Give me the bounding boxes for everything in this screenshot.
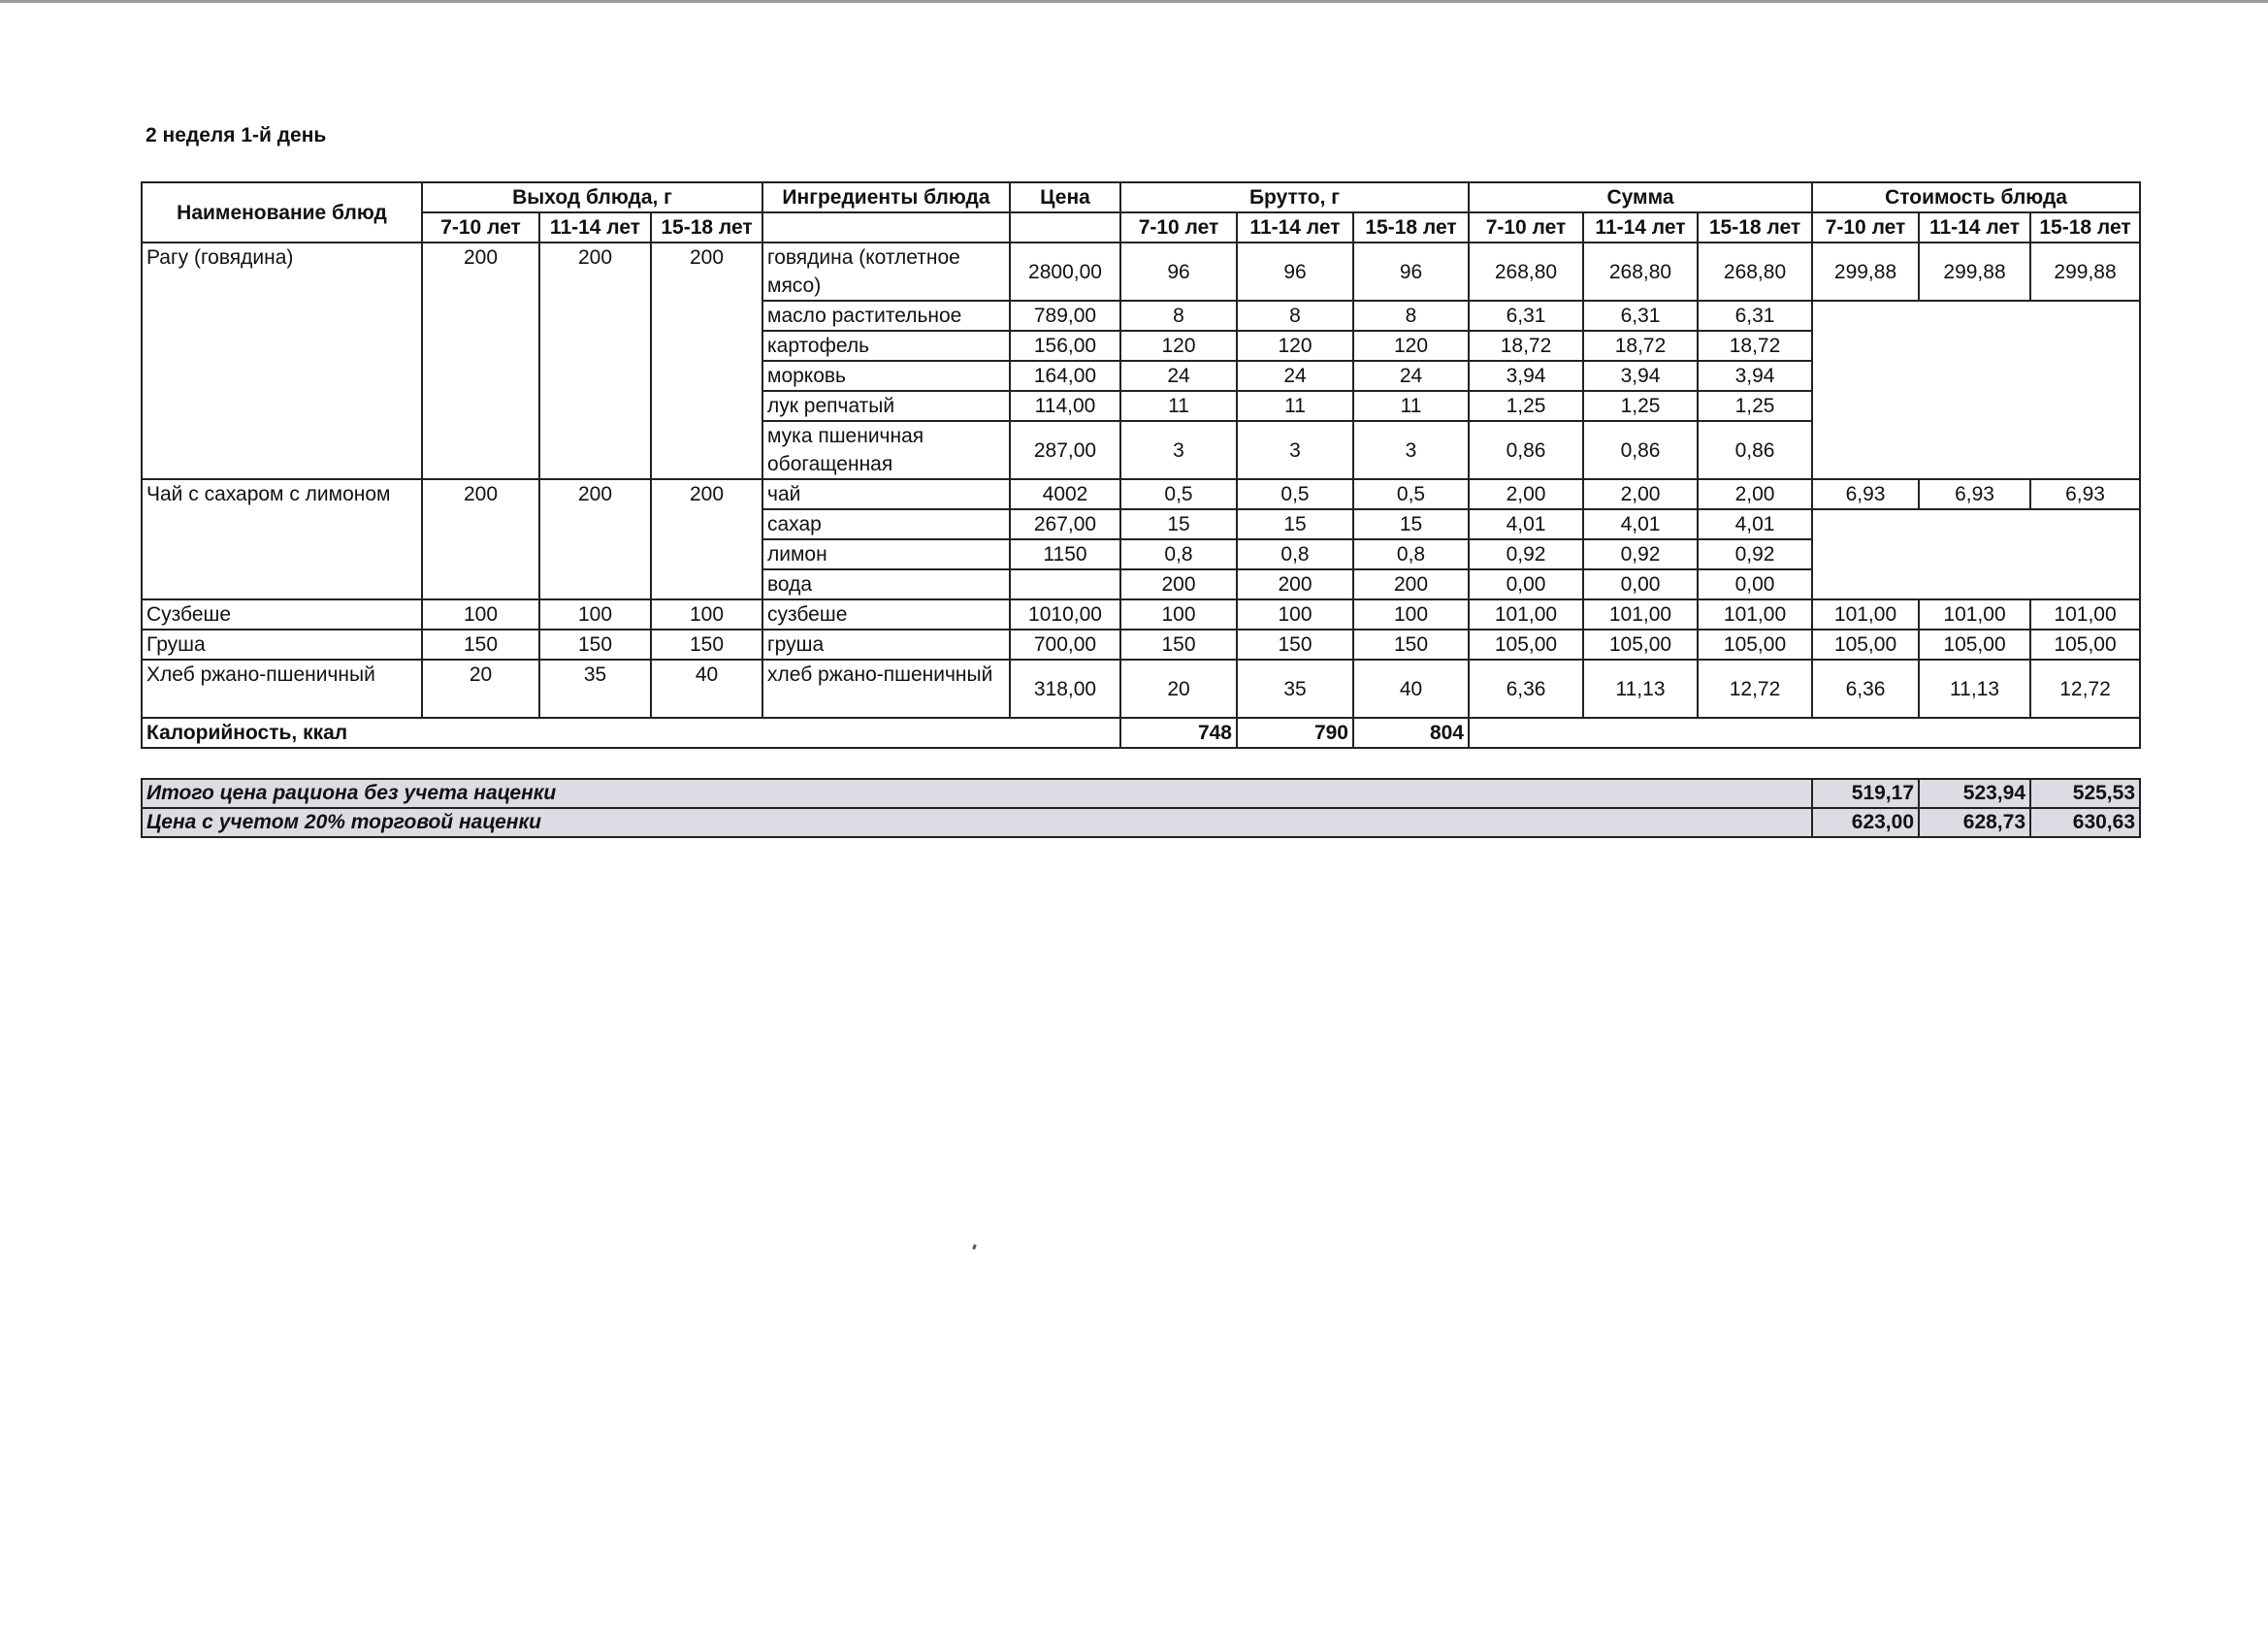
ingredient-sum: 105,00: [1469, 630, 1583, 660]
header-age: 11-14 лет: [539, 212, 651, 242]
total-row: [142, 808, 2140, 837]
totals-table: [141, 778, 2141, 838]
ingredient-gross: 150: [1120, 630, 1237, 660]
header-dish-name: Наименование блюд: [142, 182, 422, 242]
header-age: 11-14 лет: [1919, 212, 2030, 242]
dish-yield: 150: [651, 630, 762, 660]
calories-value: 804: [1353, 718, 1469, 748]
ingredient-gross: 96: [1237, 242, 1353, 301]
ingredient-price: 1150: [1010, 539, 1120, 569]
dish-yield: 150: [422, 630, 539, 660]
ingredient-sum: 268,80: [1698, 242, 1812, 301]
ingredient-price: 164,00: [1010, 361, 1120, 391]
dish-yield: 200: [651, 479, 762, 599]
header-dish-cost: Стоимость блюда: [1812, 182, 2140, 212]
ingredient-sum: 0,92: [1469, 539, 1583, 569]
ingredient-gross: 100: [1237, 599, 1353, 630]
ingredient-gross: 150: [1237, 630, 1353, 660]
total-row: [142, 779, 2140, 808]
ingredient-gross: 11: [1353, 391, 1469, 421]
ingredient-sum: 101,00: [1469, 599, 1583, 630]
ingredient-name: говядина (котлетное мясо): [762, 242, 1010, 301]
dish-name: Рагу (говядина): [142, 242, 422, 479]
ingredient-gross: 24: [1120, 361, 1237, 391]
ingredient-gross: 40: [1353, 660, 1469, 718]
ingredient-gross: 8: [1120, 301, 1237, 331]
total-value: 525,53: [2030, 779, 2140, 808]
dish-cost: 299,88: [1812, 242, 1919, 301]
header-ingredients: Ингредиенты блюда: [762, 182, 1010, 212]
ingredient-sum: 0,86: [1583, 421, 1698, 479]
ingredient-gross: 11: [1120, 391, 1237, 421]
ingredient-gross: 200: [1237, 569, 1353, 599]
ingredient-price: 789,00: [1010, 301, 1120, 331]
scan-speck: [972, 1245, 977, 1250]
ingredient-price: 1010,00: [1010, 599, 1120, 630]
header-gross: Брутто, г: [1120, 182, 1469, 212]
dish-yield: 100: [539, 599, 651, 630]
header-row-1: [142, 182, 2140, 212]
ingredient-sum: 0,92: [1583, 539, 1698, 569]
header-age: 15-18 лет: [1698, 212, 1812, 242]
ingredient-gross: 15: [1237, 509, 1353, 539]
header-blank: [1010, 212, 1120, 242]
ingredient-sum: 3,94: [1469, 361, 1583, 391]
ingredient-gross: 8: [1237, 301, 1353, 331]
dish-name: Чай с сахаром с лимоном: [142, 479, 422, 599]
total-value: 623,00: [1812, 808, 1919, 837]
ingredient-sum: 101,00: [1583, 599, 1698, 630]
dish-cost: 299,88: [2030, 242, 2140, 301]
ingredient-name: морковь: [762, 361, 1010, 391]
header-age: 7-10 лет: [1812, 212, 1919, 242]
ingredient-sum: 6,31: [1698, 301, 1812, 331]
ingredient-sum: 105,00: [1698, 630, 1812, 660]
header-age: 15-18 лет: [651, 212, 762, 242]
dish-name: Хлеб ржано-пшеничный: [142, 660, 422, 718]
table-row: [142, 660, 2140, 718]
ingredient-sum: 0,00: [1583, 569, 1698, 599]
ingredient-sum: 0,00: [1698, 569, 1812, 599]
ingredient-gross: 100: [1120, 599, 1237, 630]
ingredient-sum: 2,00: [1698, 479, 1812, 509]
header-blank: [762, 212, 1010, 242]
table-row: [142, 599, 2140, 630]
table-row: [142, 630, 2140, 660]
dish-cost: 101,00: [1812, 599, 1919, 630]
total-value: 523,94: [1919, 779, 2030, 808]
dish-cost: 105,00: [1919, 630, 2030, 660]
ingredient-price: 114,00: [1010, 391, 1120, 421]
dish-name: Груша: [142, 630, 422, 660]
ingredient-gross: 96: [1353, 242, 1469, 301]
ingredient-gross: 0,8: [1353, 539, 1469, 569]
ingredient-name: лук репчатый: [762, 391, 1010, 421]
ingredient-sum: 6,31: [1469, 301, 1583, 331]
ingredient-gross: 11: [1237, 391, 1353, 421]
header-yield: Выход блюда, г: [422, 182, 762, 212]
dish-yield: 150: [539, 630, 651, 660]
ingredient-gross: 35: [1237, 660, 1353, 718]
ingredient-sum: 268,80: [1583, 242, 1698, 301]
ingredient-gross: 200: [1353, 569, 1469, 599]
total-value: 630,63: [2030, 808, 2140, 837]
ingredient-sum: 4,01: [1469, 509, 1583, 539]
header-age: 7-10 лет: [1469, 212, 1583, 242]
ingredient-gross: 120: [1237, 331, 1353, 361]
calories-label: Калорийность, ккал: [142, 718, 1120, 748]
ingredient-name: масло растительное: [762, 301, 1010, 331]
ingredient-sum: 2,00: [1583, 479, 1698, 509]
header-row-2: [142, 212, 2140, 242]
header-age: 11-14 лет: [1237, 212, 1353, 242]
ingredient-price: 2800,00: [1010, 242, 1120, 301]
dish-cost: 6,36: [1812, 660, 1919, 718]
dish-yield: 200: [539, 242, 651, 479]
ingredient-name: мука пшеничная обогащенная: [762, 421, 1010, 479]
ingredient-price: 267,00: [1010, 509, 1120, 539]
ingredient-sum: 0,92: [1698, 539, 1812, 569]
ingredient-gross: 100: [1353, 599, 1469, 630]
ingredient-gross: 3: [1120, 421, 1237, 479]
ingredient-sum: 6,31: [1583, 301, 1698, 331]
ingredient-gross: 96: [1120, 242, 1237, 301]
ingredient-gross: 200: [1120, 569, 1237, 599]
dish-yield: 100: [651, 599, 762, 630]
ingredient-name: вода: [762, 569, 1010, 599]
ingredient-sum: 1,25: [1469, 391, 1583, 421]
dish-yield: 200: [422, 479, 539, 599]
header-sum: Сумма: [1469, 182, 1812, 212]
cost-blank: [1812, 301, 2140, 479]
dish-cost: 12,72: [2030, 660, 2140, 718]
cost-blank: [1812, 509, 2140, 599]
header-price: Цена: [1010, 182, 1120, 212]
ingredient-name: хлеб ржано-пшеничный: [762, 660, 1010, 718]
dish-cost: 101,00: [1919, 599, 2030, 630]
ingredient-gross: 150: [1353, 630, 1469, 660]
ingredient-price: 4002: [1010, 479, 1120, 509]
dish-yield: 40: [651, 660, 762, 718]
ingredient-sum: 18,72: [1469, 331, 1583, 361]
dish-cost: 105,00: [1812, 630, 1919, 660]
total-label: Итого цена рациона без учета наценки: [142, 779, 1812, 808]
dish-yield: 20: [422, 660, 539, 718]
ingredient-name: картофель: [762, 331, 1010, 361]
ingredient-gross: 0,5: [1120, 479, 1237, 509]
ingredient-gross: 15: [1353, 509, 1469, 539]
ingredient-sum: 6,36: [1469, 660, 1583, 718]
page-title: 2 неделя 1-й день: [146, 124, 327, 146]
ingredient-name: сузбеше: [762, 599, 1010, 630]
calories-value: 790: [1237, 718, 1353, 748]
ingredient-sum: 0,86: [1698, 421, 1812, 479]
header-age: 11-14 лет: [1583, 212, 1698, 242]
calories-value: 748: [1120, 718, 1237, 748]
ingredient-sum: 12,72: [1698, 660, 1812, 718]
ingredient-price: 287,00: [1010, 421, 1120, 479]
ingredient-sum: 18,72: [1698, 331, 1812, 361]
ingredient-sum: 1,25: [1698, 391, 1812, 421]
ingredient-sum: 268,80: [1469, 242, 1583, 301]
dish-yield: 200: [651, 242, 762, 479]
ingredient-name: груша: [762, 630, 1010, 660]
ingredient-price: 156,00: [1010, 331, 1120, 361]
dish-cost: 105,00: [2030, 630, 2140, 660]
dish-yield: 200: [422, 242, 539, 479]
dish-cost: 101,00: [2030, 599, 2140, 630]
ingredient-gross: 3: [1353, 421, 1469, 479]
total-label: Цена с учетом 20% торговой наценки: [142, 808, 1812, 837]
table-row: [142, 479, 2140, 509]
scan-edge: [0, 0, 2268, 3]
ingredient-sum: 11,13: [1583, 660, 1698, 718]
ingredient-gross: 0,5: [1237, 479, 1353, 509]
ingredient-sum: 3,94: [1698, 361, 1812, 391]
ingredient-sum: 4,01: [1583, 509, 1698, 539]
ingredient-sum: 3,94: [1583, 361, 1698, 391]
dish-name: Сузбеше: [142, 599, 422, 630]
ingredient-gross: 15: [1120, 509, 1237, 539]
ingredient-name: лимон: [762, 539, 1010, 569]
ingredient-price: 318,00: [1010, 660, 1120, 718]
dish-yield: 100: [422, 599, 539, 630]
ingredient-price: [1010, 569, 1120, 599]
dish-yield: 35: [539, 660, 651, 718]
ingredient-name: чай: [762, 479, 1010, 509]
ingredient-name: сахар: [762, 509, 1010, 539]
dish-cost: 11,13: [1919, 660, 2030, 718]
calories-blank: [1469, 718, 2140, 748]
dish-cost: 6,93: [2030, 479, 2140, 509]
ingredient-sum: 4,01: [1698, 509, 1812, 539]
ingredient-gross: 120: [1120, 331, 1237, 361]
ingredient-sum: 101,00: [1698, 599, 1812, 630]
ingredient-gross: 3: [1237, 421, 1353, 479]
dish-cost: 6,93: [1919, 479, 2030, 509]
header-age: 7-10 лет: [422, 212, 539, 242]
ingredient-sum: 1,25: [1583, 391, 1698, 421]
ingredient-sum: 18,72: [1583, 331, 1698, 361]
calories-row: [142, 718, 2140, 748]
ingredient-sum: 2,00: [1469, 479, 1583, 509]
total-value: 628,73: [1919, 808, 2030, 837]
ingredient-gross: 8: [1353, 301, 1469, 331]
ingredient-gross: 20: [1120, 660, 1237, 718]
ingredient-gross: 0,8: [1237, 539, 1353, 569]
dish-yield: 200: [539, 479, 651, 599]
menu-table: [141, 181, 2141, 749]
table-row: [142, 242, 2140, 301]
ingredient-gross: 24: [1237, 361, 1353, 391]
ingredient-sum: 0,86: [1469, 421, 1583, 479]
header-age: 15-18 лет: [1353, 212, 1469, 242]
ingredient-sum: 0,00: [1469, 569, 1583, 599]
ingredient-sum: 105,00: [1583, 630, 1698, 660]
ingredient-gross: 0,8: [1120, 539, 1237, 569]
ingredient-gross: 120: [1353, 331, 1469, 361]
dish-cost: 6,93: [1812, 479, 1919, 509]
ingredient-gross: 0,5: [1353, 479, 1469, 509]
ingredient-price: 700,00: [1010, 630, 1120, 660]
dish-cost: 299,88: [1919, 242, 2030, 301]
header-age: 7-10 лет: [1120, 212, 1237, 242]
ingredient-gross: 24: [1353, 361, 1469, 391]
total-value: 519,17: [1812, 779, 1919, 808]
header-age: 15-18 лет: [2030, 212, 2140, 242]
